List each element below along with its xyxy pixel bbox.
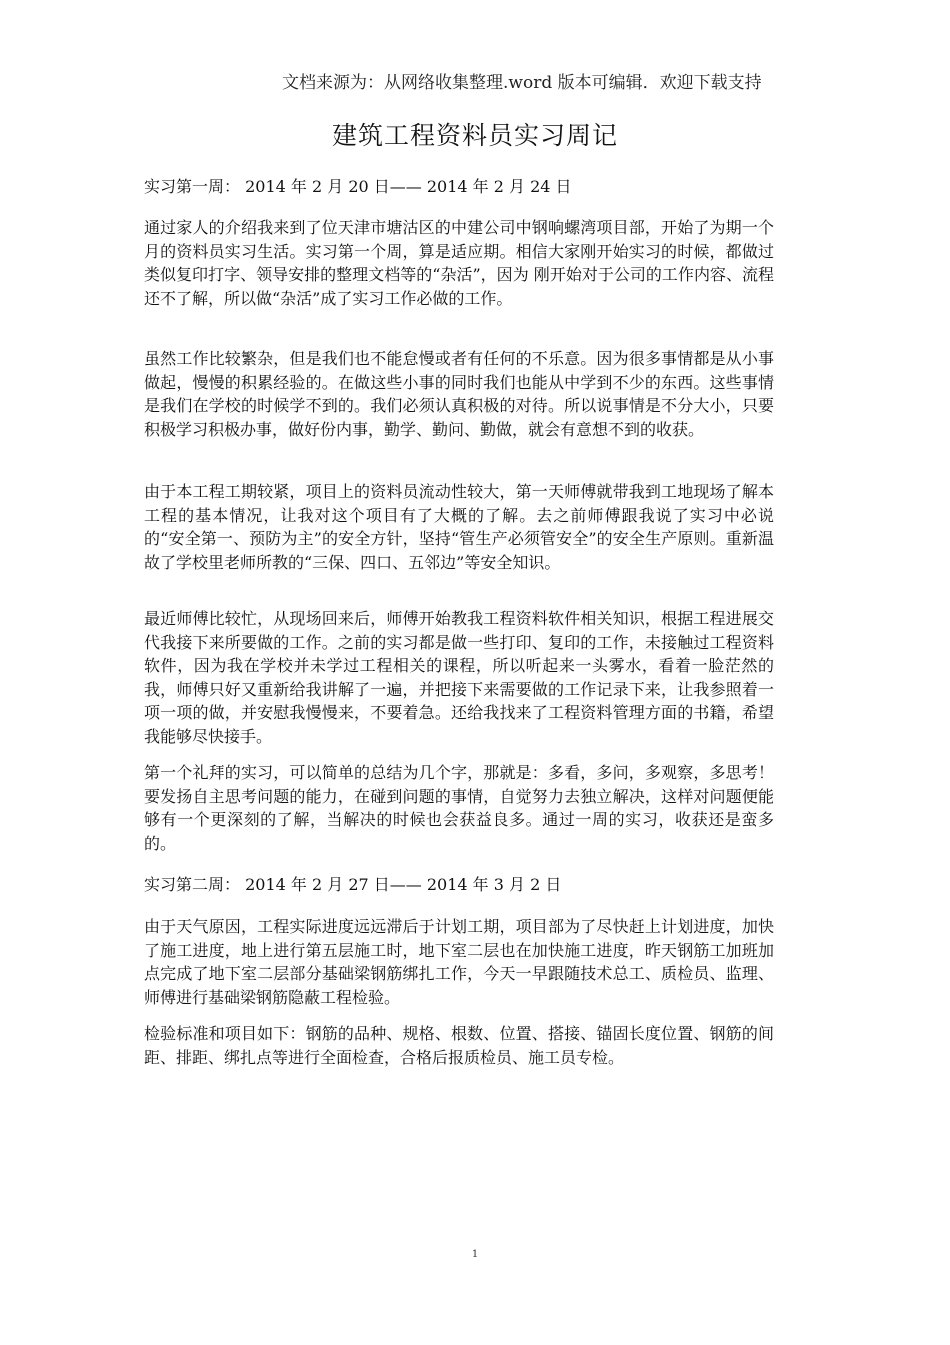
paragraph-5: 第一个礼拜的实习，可以简单的总结为几个字，那就是：多看，多问，多观察，多思考！要发扬自主思考问题的能力，在碰到问题的事情，自觉努力去独立解决，这样对问题便能够有一个更深刻的了解，当解决的时候也会获益良多。通过一周的实习，收获还是蛮多的。 [144,763,774,853]
week-1-date-range: 实习第一周： 2014 年 2 月 20 日—— 2014 年 2 月 24 日 [144,177,572,196]
header-source-note: 文档来源为：从网络收集整理.word 版本可编辑．欢迎下载支持 [282,73,762,90]
paragraph-4: 最近师傅比较忙，从现场回来后，师傅开始教我工程资料软件相关知识，根据工程进展交代我接下来所要做的工作。之前的实习都是做一些打印、复印的工作，未接触过工程资料软件，因为我在学校并未学过工程相关的课程，所以听起来一头雾水，看着一脸茫然的我，师傅只好又重新给我讲解了一遍，并把接下来需要做的工作记录下来，让我参照着一项一项的做，并安慰我慢慢来，不要着急。还给我找来了工程资料管理方面的书籍，希望我能够尽快接手。 [144,609,774,746]
paragraph-1: 通过家人的介绍我来到了位天津市塘沽区的中建公司中钢响螺湾项目部，开始了为期一个月的资料员实习生活。实习第一个周，算是适应期。相信大家刚开始实习的时候，都做过类似复印打字、领导安排的整理文档等的“杂活”，因为 刚开始对于公司的工作内容、流程还不了解，所以做“杂活”成了实习工作必做的工作。 [144,218,774,308]
document-title: 建筑工程资料员实习周记 [331,121,618,150]
paragraph-2: 虽然工作比较繁杂，但是我们也不能怠慢或者有任何的不乐意。因为很多事情都是从小事做起，慢慢的积累经验的。在做这些小事的同时我们也能从中学到不少的东西。这些事情是我们在学校的时候学不到的。我们必须认真积极的对待。所以说事情是不分大小，只要积极学习积极办事，做好份内事，勤学、勤问、勤做，就会有意想不到的收获。 [144,349,774,439]
paragraph-3: 由于本工程工期较紧，项目上的资料员流动性较大，第一天师傅就带我到工地现场了解本工程的基本情况，让我对这个项目有了大概的了解。去之前师傅跟我说了实习中必说的“安全第一、预防为主”的安全方针，坚持“管生产必须管安全”的安全生产原则。重新温故了学校里老师所教的“三保、四口、五邻边”等安全知识。 [144,482,774,572]
paragraph-7: 检验标准和项目如下：钢筋的品种、规格、根数、位置、搭接、锚固长度位置、钢筋的间距、排距、绑扎点等进行全面检查，合格后报质检员、施工员专检。 [144,1024,774,1067]
page-number: 1 [471,1249,479,1260]
paragraph-6: 由于天气原因，工程实际进度远远滞后于计划工期，项目部为了尽快赶上计划进度，加快了施工进度，地上进行第五层施工时，地下室二层也在加快施工进度，昨天钢筋工加班加点完成了地下室二层部分基础梁钢筋绑扎工作，今天一早跟随技术总工、质检员、监理、师傅进行基础梁钢筋隐蔽工程检验。 [144,917,774,1007]
week-2-date-range: 实习第二周： 2014 年 2 月 27 日—— 2014 年 3 月 2 日 [144,875,562,894]
